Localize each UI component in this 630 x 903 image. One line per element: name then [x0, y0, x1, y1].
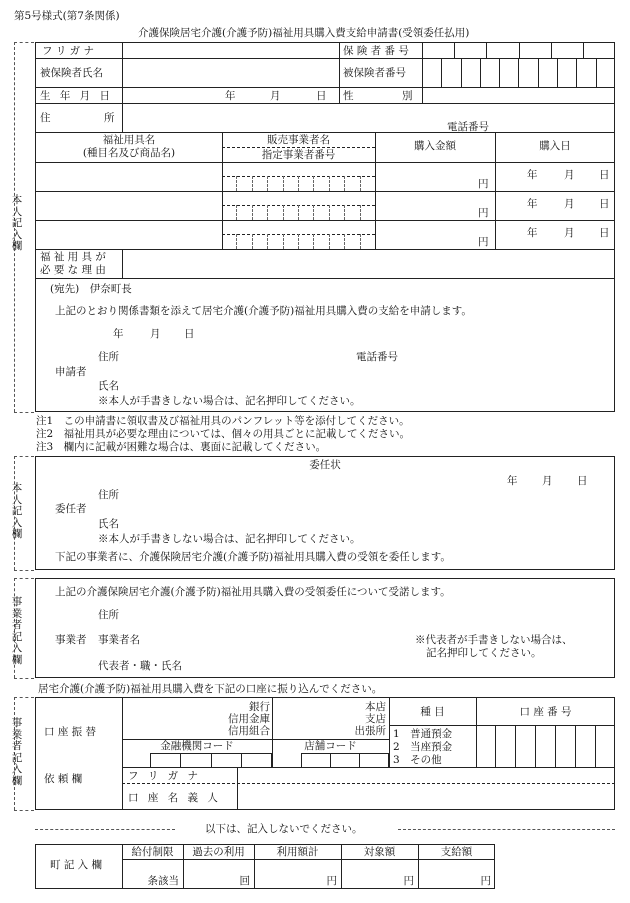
- note-2: 注2 福祉用具が必要な理由については、個々の用具ごとに記載してください。: [36, 428, 410, 440]
- bank-type-1: 銀行: [249, 701, 270, 713]
- insured-name-label: 被保険者氏名: [40, 67, 103, 79]
- section-guide-line: [14, 412, 34, 413]
- delegator-label: 委任者: [55, 503, 87, 515]
- row3-year: 年: [527, 227, 538, 239]
- representative-label: 代表者・職・氏名: [98, 660, 182, 672]
- row1-yen: 円: [478, 178, 489, 190]
- addressee: (宛先) 伊奈町長: [50, 283, 132, 295]
- row1-day: 日: [599, 169, 610, 181]
- business-name-label: 事業者名: [98, 634, 140, 646]
- application-year: 年: [113, 328, 124, 340]
- account-furigana-label: フ リ ガ ナ: [128, 770, 202, 782]
- section-guide-line: [14, 42, 34, 43]
- applicant-phone-label: 電話番号: [356, 351, 398, 363]
- insurer-number-cells[interactable]: [422, 42, 615, 58]
- row2-month: 月: [564, 198, 575, 210]
- office-unit-5: 円: [480, 875, 491, 887]
- office-unit-2: 回: [239, 875, 250, 887]
- account-type-1: 1 普通預金: [393, 728, 453, 740]
- business-address-label: 住所: [98, 609, 119, 621]
- item-name-header: 福祉用具名: [102, 134, 156, 146]
- birth-day: 日: [316, 90, 327, 102]
- vendor-name-header: 販売事業者名: [267, 134, 330, 146]
- row2-year: 年: [527, 198, 538, 210]
- rep-note-1: ※代表者が手書きしない場合は、: [415, 634, 573, 646]
- birth-month: 月: [270, 90, 281, 102]
- note-1: 注1 この申請書に領収書及び福祉用具のパンフレット等を添付してください。: [36, 415, 410, 427]
- business-side-label: 事業者記入欄: [11, 596, 23, 666]
- row1-year: 年: [527, 169, 538, 181]
- office-header-4: 対象額: [363, 846, 396, 858]
- delegator-name-label: 氏名: [98, 518, 119, 530]
- row2-day: 日: [599, 198, 610, 210]
- address-label: 住: [40, 112, 51, 124]
- institution-code-cells[interactable]: [150, 753, 272, 767]
- transfer-label: 口 座 振 替: [44, 726, 97, 738]
- amount-header: 購入金額: [414, 140, 456, 152]
- insured-number-label: 被保険者番号: [343, 67, 406, 79]
- gender-label: 性: [343, 90, 354, 102]
- account-number-cells[interactable]: [476, 725, 615, 767]
- rep-note-2: 記名押印してください。: [426, 647, 542, 659]
- institution-code-label: 金融機関コード: [160, 740, 234, 752]
- bank-type-2: 信用金庫: [228, 713, 270, 725]
- delegator-address-label: 住所: [98, 489, 119, 501]
- row2-yen: 円: [478, 207, 489, 219]
- account-type-label: 種 目: [420, 706, 445, 718]
- office-header-3: 利用額計: [276, 846, 319, 858]
- delegation-statement: 下記の事業者に、介護保険居宅介護(介護予防)福祉用具購入費の受領を委任します。: [55, 551, 451, 563]
- application-statement: 上記のとおり関係書類を添えて居宅介護(介護予防)福祉用具購入費の支給を申請します。: [55, 305, 472, 317]
- bank-side-label: 事業者記入欄: [11, 717, 23, 787]
- applicant-seal-note: ※本人が手書きしない場合は、記名押印してください。: [98, 395, 361, 407]
- office-header-1: 給付制限: [131, 846, 174, 858]
- vendor-number-header: 指定事業者番号: [261, 149, 336, 161]
- applicant-address-label: 住所: [98, 351, 119, 363]
- delegator-seal-note: ※本人が手書きしない場合は、記名押印してください。: [98, 533, 361, 545]
- item-name-subheader: (種目名及び商品名): [82, 147, 176, 159]
- vendor-number-cells[interactable]: [222, 205, 375, 220]
- phone-label: 電話番号: [447, 121, 489, 133]
- applicant-name-label: 氏名: [98, 380, 119, 392]
- delegation-year: 年: [507, 475, 518, 487]
- vendor-number-cells[interactable]: [222, 176, 375, 191]
- business-statement: 上記の介護保険居宅介護(介護予防)福祉用具購入費の受領委任について受諾します。: [55, 586, 451, 598]
- address-label-2: 所: [104, 112, 115, 124]
- form-code: 第5号様式(第7条関係): [14, 10, 120, 22]
- office-unit-3: 円: [326, 875, 337, 887]
- reason-label-2: 必 要 な 理 由: [40, 264, 106, 276]
- branch-code-label: 店舗コード: [304, 740, 357, 752]
- furigana-label: フ リ ガ ナ: [42, 45, 95, 57]
- branch-type-1: 本店: [365, 701, 386, 713]
- note-3: 注3 欄内に記載が困難な場合は、裏面に記載してください。: [36, 441, 327, 453]
- reason-label-1: 福 祉 用 具 が: [40, 251, 106, 263]
- office-use-divider: 以下は、記入しないでください。: [205, 823, 363, 835]
- branch-type-3: 出張所: [354, 725, 386, 737]
- office-unit-1: 条該当: [147, 875, 179, 887]
- account-number-label: 口 座 番 号: [519, 706, 572, 718]
- account-type-2: 2 当座預金: [393, 741, 453, 753]
- branch-type-2: 支店: [365, 713, 386, 725]
- insured-number-cells[interactable]: [422, 58, 615, 87]
- insurer-number-label: 保 険 者 番 号: [343, 45, 409, 57]
- row3-yen: 円: [478, 236, 489, 248]
- applicant-side-label: 本人記入欄: [11, 194, 23, 252]
- birth-date-label: 生 年 月 日: [40, 90, 114, 102]
- row3-day: 日: [599, 227, 610, 239]
- form-title: 介護保険居宅介護(介護予防)福祉用具購入費支給申請書(受領委任払用): [138, 27, 470, 39]
- request-label: 依 頼 欄: [44, 773, 83, 785]
- applicant-label: 申請者: [55, 366, 87, 378]
- branch-code-cells[interactable]: [301, 753, 389, 767]
- row1-month: 月: [564, 169, 575, 181]
- bank-type-3: 信用組合: [228, 725, 270, 737]
- birth-year: 年: [225, 90, 236, 102]
- application-day: 日: [184, 328, 195, 340]
- office-header-2: 過去の利用: [192, 846, 245, 858]
- delegation-day: 日: [577, 475, 588, 487]
- account-holder-label: 口 座 名 義 人: [128, 792, 221, 804]
- delegation-month: 月: [542, 475, 553, 487]
- town-label: 町 記 入 欄: [50, 859, 103, 871]
- application-month: 月: [150, 328, 161, 340]
- gender-label-2: 別: [402, 90, 413, 102]
- office-header-5: 支給額: [440, 846, 473, 858]
- delegation-title: 委任状: [309, 459, 341, 471]
- date-header: 購入日: [539, 140, 571, 152]
- delegation-side-label: 本人記入欄: [11, 482, 23, 540]
- office-unit-4: 円: [403, 875, 414, 887]
- row3-month: 月: [564, 227, 575, 239]
- vendor-number-cells[interactable]: [222, 234, 375, 249]
- bank-intro: 居宅介護(介護予防)福祉用具購入費を下記の口座に振り込んでください。: [38, 683, 383, 695]
- account-type-3: 3 その他: [393, 754, 442, 766]
- business-label: 事業者: [55, 634, 87, 646]
